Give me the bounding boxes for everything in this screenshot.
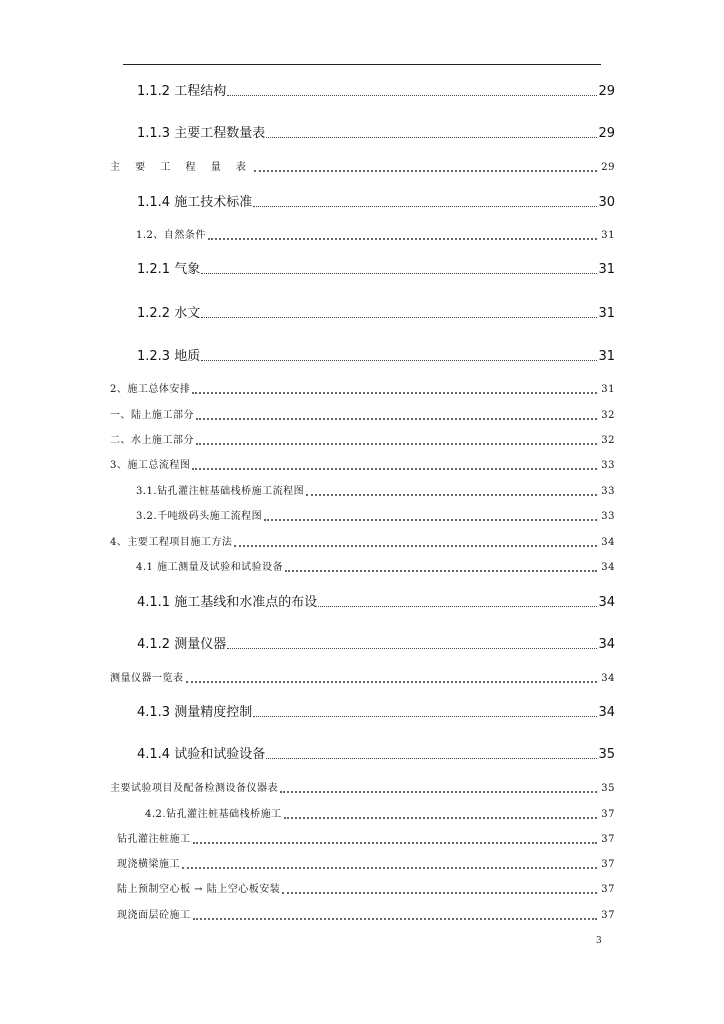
dot-leader xyxy=(193,842,598,844)
toc-entry[interactable]: 钻孔灌注桩施工 37 xyxy=(117,834,615,845)
toc-entry[interactable]: 2、施工总体安排 31 xyxy=(110,384,615,395)
dot-leader xyxy=(227,648,597,649)
toc-entry[interactable]: 4.1.2 测量仪器 34 xyxy=(137,637,615,652)
dot-leader xyxy=(192,392,597,394)
dot-leader xyxy=(253,716,597,717)
toc-entry[interactable]: 现浇横梁施工 37 xyxy=(117,859,615,870)
dot-leader xyxy=(201,273,597,274)
dot-leader xyxy=(182,867,597,869)
toc-entry[interactable]: 1.1.4 施工技术标准 30 xyxy=(137,195,615,210)
toc-entry[interactable]: 测量仪器一览表 34 xyxy=(110,673,615,684)
dot-leader xyxy=(284,817,598,819)
dot-leader xyxy=(266,137,597,138)
dot-leader xyxy=(254,170,597,172)
toc-entry[interactable]: 1.1.2 工程结构 29 xyxy=(137,84,615,99)
dot-leader xyxy=(264,519,597,521)
dot-leader xyxy=(318,606,597,607)
dot-leader xyxy=(196,418,597,420)
dot-leader xyxy=(266,758,597,759)
toc-entry[interactable]: 二、水上施工部分 32 xyxy=(110,435,615,446)
toc-entry[interactable]: 现浇面层砼施工 37 xyxy=(117,910,615,921)
dot-leader xyxy=(227,95,597,96)
dot-leader xyxy=(193,918,598,920)
toc-entry[interactable]: 主 要 工 程 量 表 29 xyxy=(110,162,615,173)
dot-leader xyxy=(196,443,597,445)
dot-leader xyxy=(285,570,597,572)
toc-entry[interactable]: 一、陆上施工部分 32 xyxy=(110,410,615,421)
dot-leader xyxy=(201,360,597,361)
toc-entry[interactable]: 1.2.3 地质 31 xyxy=(137,349,615,364)
dot-leader xyxy=(208,238,597,240)
toc-entry[interactable]: 4.1 施工测量及试验和试验设备 34 xyxy=(136,562,615,573)
toc-entry[interactable]: 1.2.1 气象 31 xyxy=(137,262,615,277)
toc-entry[interactable]: 1.2、自然条件 31 xyxy=(136,230,615,241)
dot-leader xyxy=(253,206,597,207)
toc-entry[interactable]: 4.1.3 测量精度控制 34 xyxy=(137,705,615,720)
toc-entry[interactable]: 4.1.4 试验和试验设备 35 xyxy=(137,747,615,762)
toc-entry[interactable]: 4.2.钻孔灌注桩基础栈桥施工 37 xyxy=(145,809,615,820)
dot-leader xyxy=(186,681,598,683)
toc-entry[interactable]: 3、施工总流程图 33 xyxy=(110,460,615,471)
dot-leader xyxy=(201,317,597,318)
toc-entry[interactable]: 3.1.钻孔灌注桩基础栈桥施工流程图 33 xyxy=(136,486,615,497)
page-number: 3 xyxy=(596,936,602,946)
toc-entry[interactable]: 4、主要工程项目施工方法 34 xyxy=(110,537,615,548)
toc-entry[interactable]: 3.2.千吨级码头施工流程图 33 xyxy=(136,511,615,522)
dot-leader xyxy=(282,892,597,894)
dot-leader xyxy=(234,545,597,547)
dot-leader xyxy=(192,468,597,470)
toc-entry[interactable]: 陆上预制空心板 → 陆上空心板安装 37 xyxy=(117,884,615,895)
dot-leader xyxy=(306,494,597,496)
toc-entry[interactable]: 1.2.2 水文 31 xyxy=(137,306,615,321)
toc-entry[interactable]: 1.1.3 主要工程数量表 29 xyxy=(137,126,615,141)
toc-entry[interactable]: 4.1.1 施工基线和水准点的布设 34 xyxy=(137,595,615,610)
toc-entry[interactable]: 主要试验项目及配备检测设备仪器表 35 xyxy=(110,783,615,794)
dot-leader xyxy=(280,791,597,793)
